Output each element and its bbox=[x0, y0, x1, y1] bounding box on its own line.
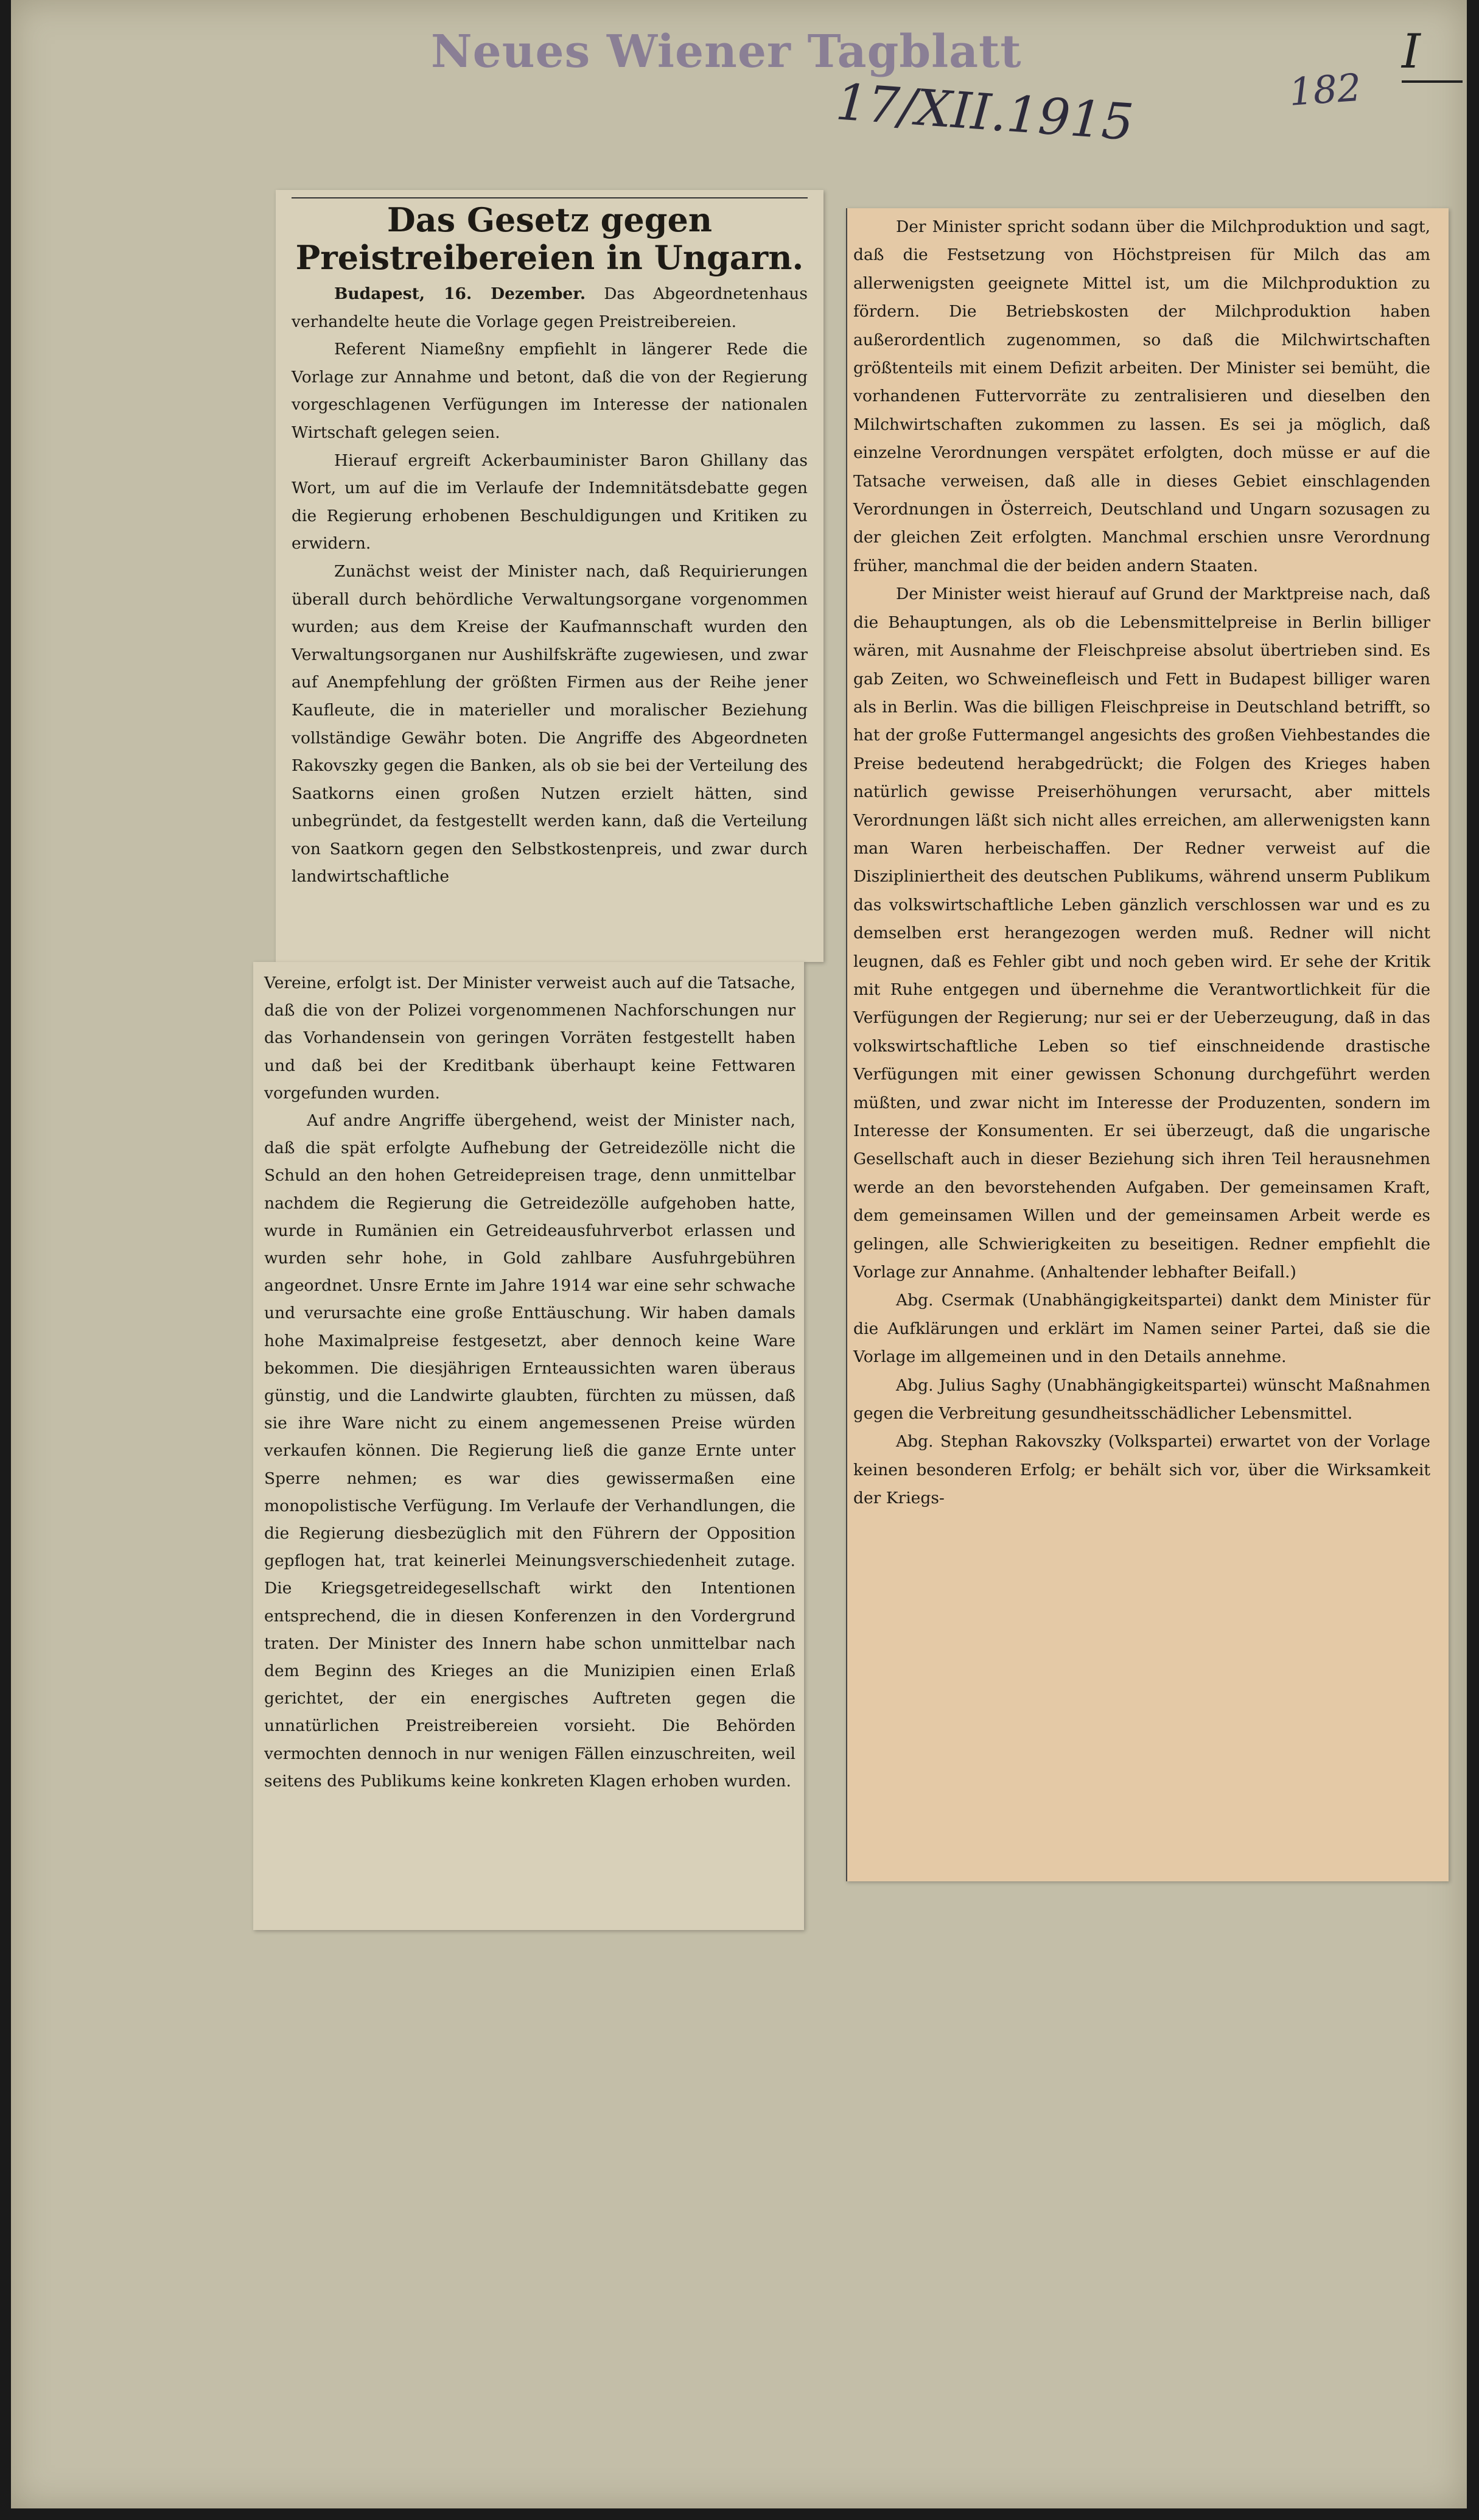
article-lead bbox=[292, 280, 808, 335]
clipping-column-3 bbox=[846, 208, 1449, 1881]
article-headline: Das Gesetz gegen Preistreibereien in Ungarn. bbox=[292, 197, 808, 276]
paragraph: Der Minister weist hierauf auf Grund der Marktpreise nach, daß die Behauptungen, als ob die Lebensmittelpreise in Berlin billiger wären, mit Ausnahme der Fleischpreise absolut übertrieben sind. Es gab Zeiten, wo Schweinefleisch und Fett in Budapest billiger waren als in Berlin. Was die billigen Fleischpreise in Deutschland betrifft, so hat der große Futtermangel angesichts des großen Viehbestandes die Preise bedeutend herabgedrückt; die Folgen des Krieges haben natürlich gewisse Preiserhöhungen verursacht, aber mittels Verordnungen läßt sich nicht alles erreichen, am allerwenigsten kann man Waren herbeischaffen. Der Redner verweist auf die Diszipliniertheit des deutschen Publikums, während unserm Publikum das volkswirtschaftliche Leben gänzlich verschlossen war und es zu demselben erst herangezogen werden muß. Redner will nicht leugnen, daß es Fehler gibt und noch geben wird. Er sehe der Kritik mit Ruhe entgegen und übernehme die Verantwortlichkeit für die Verfügungen der Regierung; nur sei er der Ueberzeugung, daß in das volkswirtschaftliche Leben so tief einschneidende drastische Verfügungen mit einer gewissen Schonung durchgeführt werden müßten, und zwar nicht im Interesse der Produzenten, sondern im Interesse der Konsumenten. Er sei überzeugt, daß die ungarische Gesellschaft auch in dieser Beziehung sich ihren Teil herausnehmen werde an den bevorstehenden Aufgaben. Der gemeinsamen Kraft, dem gemeinsamen Willen und der gemeinsamen Arbeit werde es gelingen, alle Schwierigkeiten zu beseitigen. Redner empfiehlt die Vorlage zur Annahme. (Anhaltender lebhafter Beifall.) bbox=[853, 584, 1430, 1282]
clipping-column-2 bbox=[253, 962, 804, 1930]
paragraph: Auf andre Angriffe übergehend, weist der Minister nach, daß die spät erfolgte Aufhebung der Getreidezölle nicht die Schuld an den hohen Getreidepreisen trage, denn unmittelbar nachdem die Regierung die Getreidezölle aufgehoben hatte, wurde in Rumänien ein Getreideausfuhrverbot erlassen und wurden sehr hohe, in Gold zahlbare Ausfuhrgebühren angeordnet. Unsre Ernte im Jahre 1914 war eine sehr schwache und verursachte eine große Enttäuschung. Wir haben damals hohe Maximalpreise festgesetzt, aber dennoch keine Ware bekommen. Die diesjährigen Ernteaussichten waren überaus günstig, und die Landwirte glaubten, fürchten zu müssen, daß sie ihre Ware nicht zu einem angemessenen Preise würden verkaufen können. Die Regierung ließ die ganze Ernte unter Sperre nehmen; es war dies gewissermaßen eine monopolistische Verfügung. Im Verlaufe der Verhandlungen, die die Regierung diesbezüglich mit den Führern der Opposition gepflogen hat, trat keinerlei Meinungsverschiedenheit zutage. Die Kriegsgetreidegesellschaft wirkt den Intentionen entsprechend, die in diesen Konferenzen in den Vordergrund traten. Der Minister des Innern habe schon unmittelbar nach dem Beginn des Krieges an die Munizipien einen Erlaß gerichtet, der ein energisches Auftreten gegen die unnatürlichen Preistreibereien vorsieht. Die Behörden vermochten dennoch in nur wenigen Fällen einzuschreiten, weil seitens des Publikums keine konkreten Klagen erhoben wurden. bbox=[264, 1111, 795, 1791]
column-rule bbox=[846, 208, 847, 1881]
clipping-column-1 bbox=[276, 190, 823, 962]
paragraph: Abg. Csermak (Unabhängigkeitspartei) dankt dem Minister für die Aufklärungen und erklärt im Namen seiner Partei, daß sie die Vorlage im allgemeinen und in den Details annehme. bbox=[853, 1291, 1430, 1367]
paragraph: Referent Niameßny empfiehlt in längerer Rede die Vorlage zur Annahme und betont, daß die von der Regierung vorgeschlagenen Verfügungen im Interesse der nationalen Wirtschaft gelegen seien. bbox=[292, 340, 808, 442]
sheet-number: I bbox=[1402, 24, 1469, 79]
paragraph: Abg. Julius Saghy (Unabhängigkeitspartei) wünscht Maßnahmen gegen die Verbreitung gesundheitsschädlicher Lebensmittel. bbox=[853, 1375, 1430, 1423]
paragraph: Hierauf ergreift Ackerbauminister Baron Ghillany das Wort, um auf die im Verlaufe der Indemnitätsdebatte gegen die Regierung erhobenen Beschuldigungen und Kritiken zu erwidern. bbox=[292, 451, 808, 553]
paragraph: Abg. Stephan Rakovszky (Volkspartei) erwartet von der Vorlage keinen besonderen Erfolg; er behält sich vor, über die Wirksamkeit der Kriegs- bbox=[853, 1432, 1430, 1508]
paragraph: Vereine, erfolgt ist. Der Minister verweist auch auf die Tatsache, daß die von der Polizei vorgenommenen Nachforschungen nur das Vorhandensein von geringen Vorräten festgestellt haben und daß bei der Kreditbank überhaupt keine Fettwaren vorgefunden wurden. bbox=[264, 974, 795, 1103]
archive-sheet bbox=[11, 0, 1467, 2508]
handwritten-archive-number: 182 bbox=[1287, 65, 1363, 114]
paragraph: Zunächst weist der Minister nach, daß Requirierungen überall durch behördliche Verwaltungsorgane vorgenommen wurden; aus dem Kreise der Kaufmannschaft wurden den Verwaltungsorganen nur Aushilfskräfte zugewiesen, und zwar auf Anempfehlung der größten Firmen aus der Reihe jener Kaufleute, die in materieller und moralischer Beziehung vollständige Gewähr boten. Die Angriffe des Abgeordneten Rakovszky gegen die Banken, als ob sie bei der Verteilung des Saatkorns einen großen Nutzen erzielt hätten, sind unbegründet, da festgestellt werden kann, daß die Verteilung von Saatkorn gegen den Selbstkostenpreis, und zwar durch landwirtschaftliche bbox=[292, 561, 808, 886]
article-lead-text: Das Abgeordnetenhaus verhandelte heute die Vorlage gegen Preistreibereien. bbox=[292, 284, 808, 331]
handwritten-date: 17/XII.1915 bbox=[834, 73, 1136, 152]
paragraph: Der Minister spricht sodann über die Milchproduktion und sagt, daß die Festsetzung von Höchstpreisen für Milch das am allerwenigsten geeignete Mittel ist, um die Milchproduktion zu fördern. Die Betriebskosten der Milchproduktion haben außerordentlich zugenommen, so daß die Milchwirtschaften größtenteils mit einem Defizit arbeiten. Der Minister sei bemüht, die vorhandenen Futtervorräte zu zentralisieren und dieselben den Milchwirtschaften zukommen zu lassen. Es sei ja möglich, daß einzelne Verordnungen verspätet erfolgten, doch müsse er auf die Tatsache verweisen, daß alle in dieses Gebiet einschlagenden Verordnungen in Österreich, Deutschland und Ungarn sozusagen zu der gleichen Zeit erfolgten. Manchmal erschien unsre Verordnung früher, manchmal die der beiden andern Staaten. bbox=[853, 217, 1430, 575]
newspaper-name-stamp: Neues Wiener Tagblatt bbox=[431, 26, 1022, 78]
article-dateline: Budapest, 16. Dezember. bbox=[334, 284, 586, 303]
